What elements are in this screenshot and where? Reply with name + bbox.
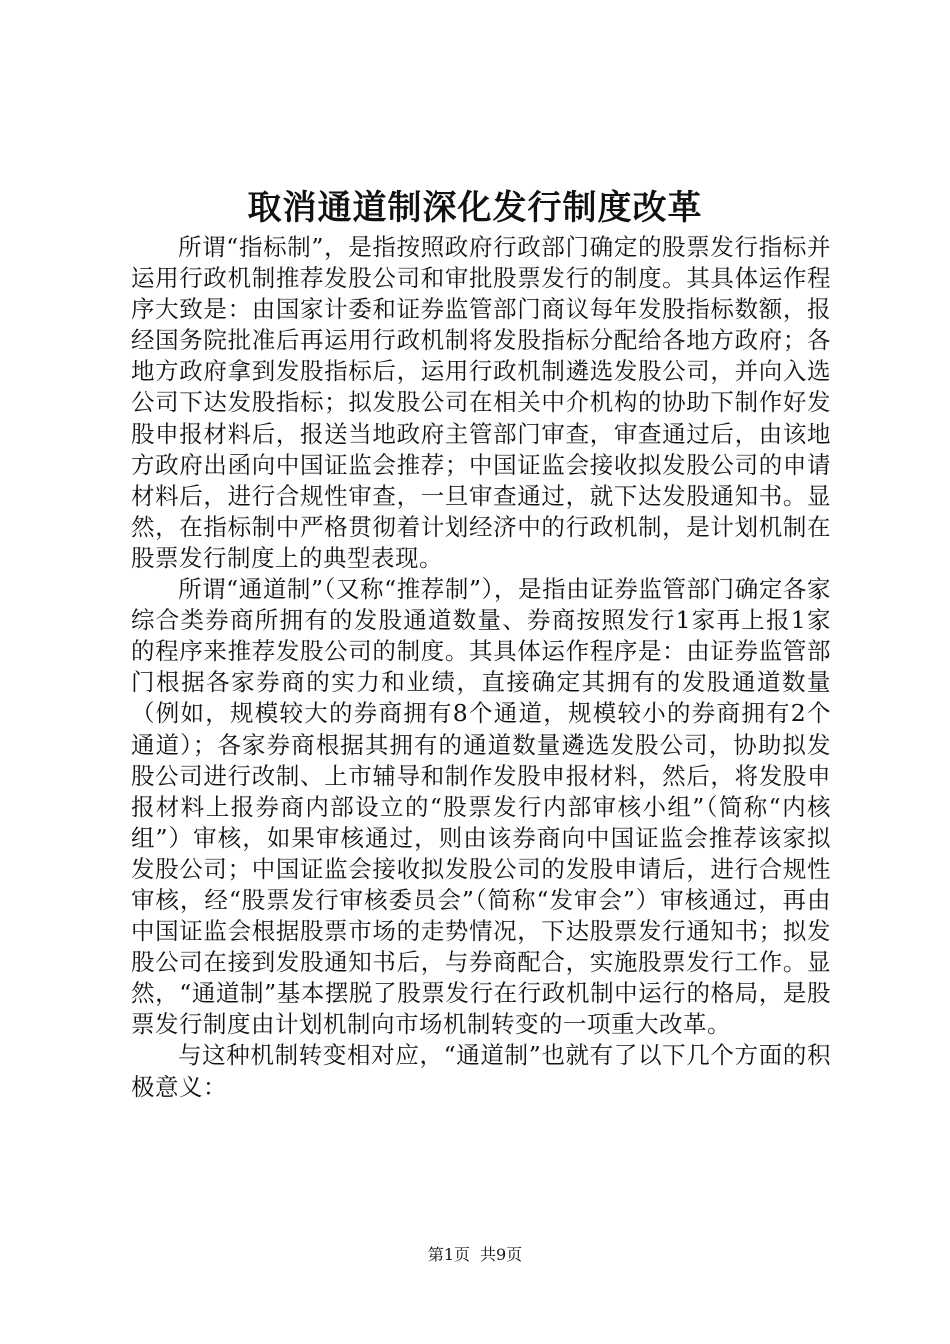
paragraph-2: 所谓“通道制”（又称“推荐制”），是指由证券监管部门确定各家综合类券商所拥有的发股通道数量、券商按照发行1家再上报1家的程序来推荐发股公司的制度。其具体运作程序是：由证券监管部门根据各家券商的实力和业绩，直接确定其拥有的发股通道数量（例如，规模较大的券商拥有8个通道，规模较小的券商拥有2个通道）；各家券商根据其拥有的通道数量遴选发股公司，协助拟发股公司进行改制、上市辅导和制作发股申报材料，然后，将发股申报材料上报券商内部设立的“股票发行内部审核小组”（简称“内核组”）审核，如果审核通过，则由该券商向中国证监会推荐该家拟发股公司；中国证监会接收拟发股公司的发股申请后，进行合规性审核，经“股票发行审核委员会”（简称“发审会”）审核通过，再由中国证监会根据股票市场的走势情况，下达股票发行通知书；拟发股公司在接到发股通知书后，与券商配合，实施股票发行工作。显然，“通道制”基本摆脱了股票发行在行政机制中运行的格局，是股票发行制度由计划机制向市场机制转变的一项重大改革。 [131, 575, 831, 1039]
document-title: 取消通道制深化发行制度改革 [247, 188, 703, 228]
page-footer [0, 1244, 950, 1266]
paragraph-1: 所谓“指标制”，是指按照政府行政部门确定的股票发行指标并运用行政机制推荐发股公司和审批股票发行的制度。其具体运作程序大致是：由国家计委和证券监管部门商议每年发股指标数额，报经国务院批准后再运用行政机制将发股指标分配给各地方政府；各地方政府拿到发股指标后，运用行政机制遴选发股公司，并向入选公司下达发股指标；拟发股公司在相关中介机构的协助下制作好发股申报材料后，报送当地政府主管部门审查，审查通过后，由该地方政府出函向中国证监会推荐；中国证监会接收拟发股公司的申请材料后，进行合规性审查，一旦审查通过，就下达发股通知书。显然，在指标制中严格贯彻着计划经济中的行政机制，是计划机制在股票发行制度上的典型表现。 [131, 233, 831, 572]
paragraph-3: 与这种机制转变相对应，“通道制”也就有了以下几个方面的积极意义： [131, 1041, 831, 1101]
page-total: 共9页 [480, 1245, 523, 1264]
page-number: 第1页 [427, 1245, 470, 1264]
document-body [131, 232, 831, 1103]
